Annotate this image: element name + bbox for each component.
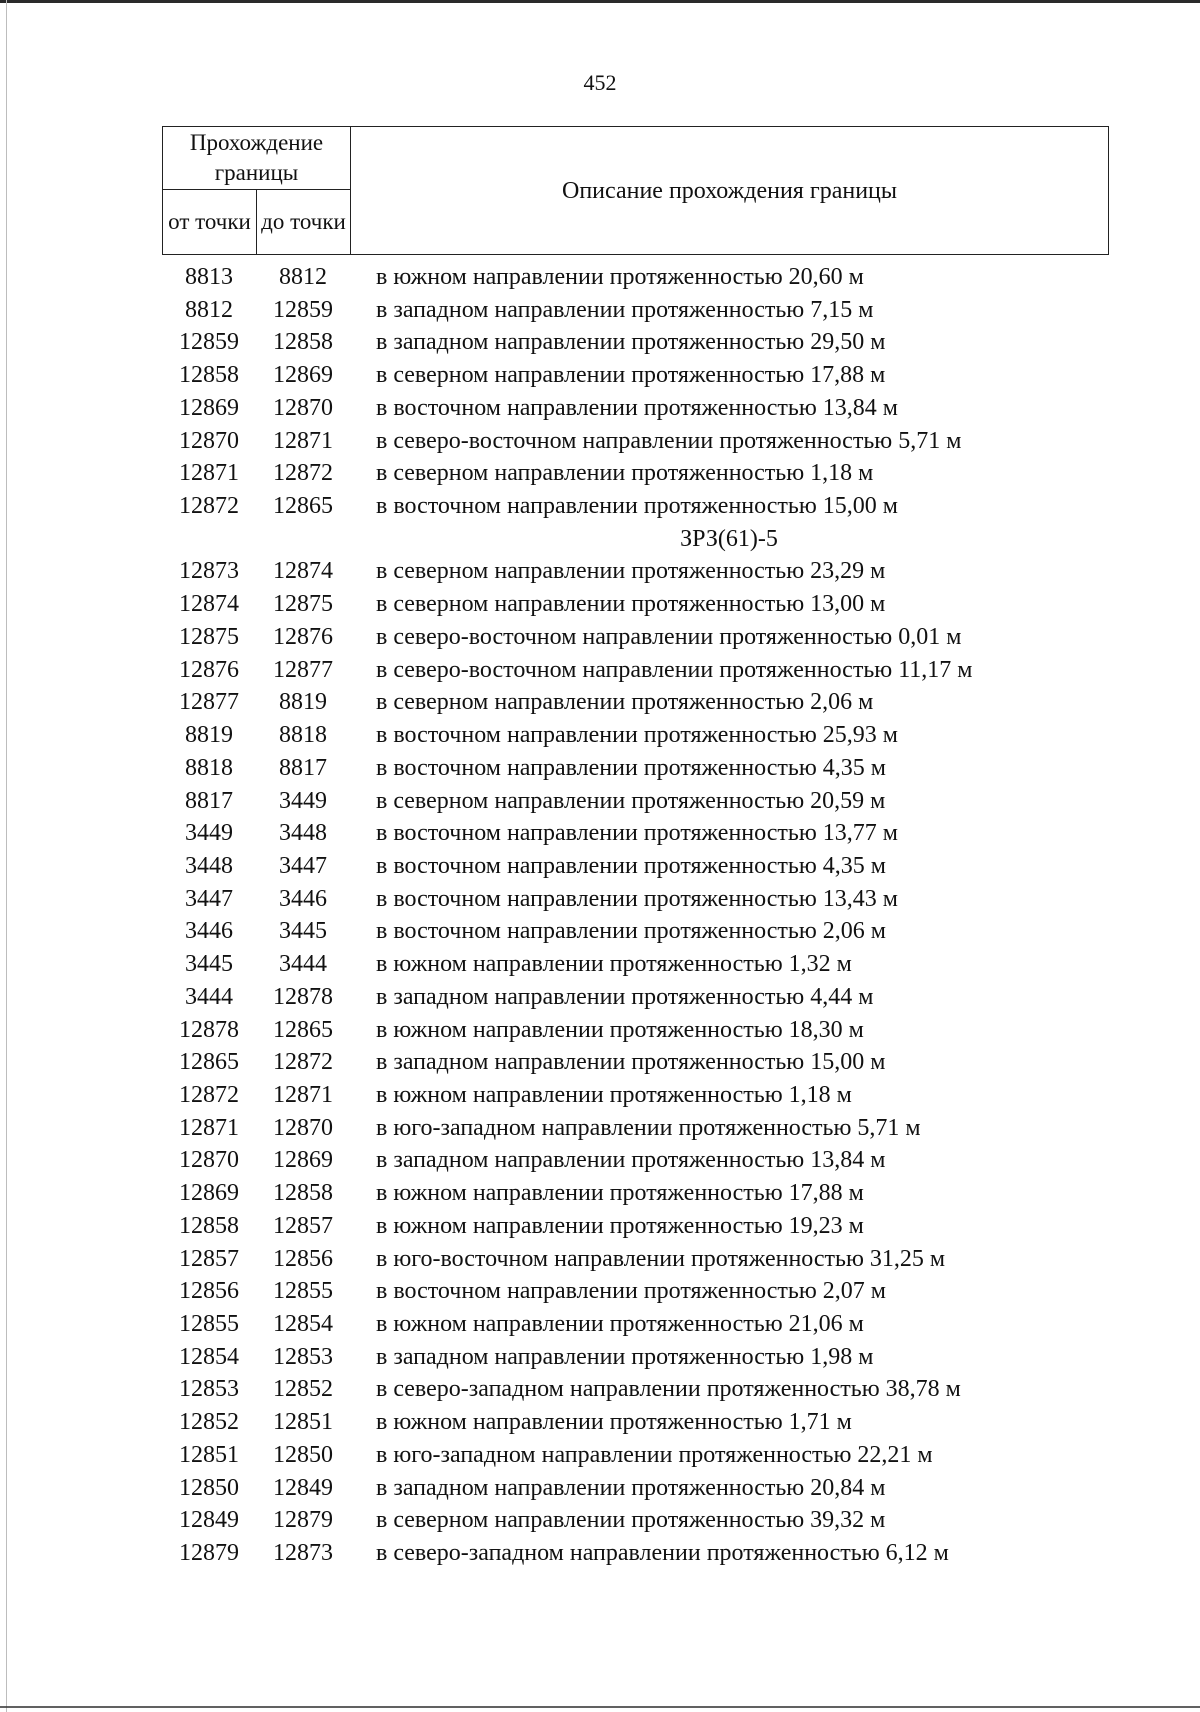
table-row [162,1406,1108,1439]
description-cell: в северном направлении протяженностью 39,32 м [376,1507,886,1534]
to-point-cell: 12856 [273,1245,333,1272]
table-row [162,1308,1108,1341]
header-to-point: до точки [257,190,351,255]
from-point-cell: 12856 [179,1278,239,1305]
to-point-cell: 12865 [273,1016,333,1043]
from-point-cell: 12876 [179,656,239,683]
from-point-cell: 12875 [179,623,239,650]
table-row [162,883,1108,916]
table-row [162,654,1108,687]
from-point-cell: 12851 [179,1441,239,1468]
from-point-cell: 12871 [179,460,239,487]
from-point-cell: 12865 [179,1049,239,1076]
description-cell: в северном направлении протяженностью 1,18 м [376,460,874,487]
description-cell: в южном направлении протяженностью 20,60 м [376,264,864,290]
to-point-cell: 12859 [273,296,333,323]
description-cell: в северном направлении протяженностью 13,00 м [376,591,886,618]
to-point-cell: 12857 [273,1212,333,1239]
to-point-cell: 8819 [279,689,327,716]
from-point-cell: 12849 [179,1507,239,1534]
table-row [162,326,1108,359]
from-point-cell: 12872 [179,493,239,520]
description-cell: в северном направлении протяженностью 17,88 м [376,362,886,389]
to-point-cell: 12878 [273,983,333,1010]
table-row [162,1439,1108,1472]
table-row [162,1537,1108,1570]
from-point-cell: 12850 [179,1474,239,1501]
to-point-cell: 8817 [279,754,327,781]
from-point-cell: 12854 [179,1343,239,1370]
from-point-cell: 12872 [179,1081,239,1108]
table-row [162,752,1108,785]
to-point-cell: 3445 [279,918,327,945]
description-cell: в западном направлении протяженностью 15,00 м [376,1049,886,1076]
table-row [162,1112,1108,1145]
from-point-cell: 8817 [185,787,233,814]
table-row [162,359,1108,392]
to-point-cell: 12869 [273,362,333,389]
table-row [162,686,1108,719]
from-point-cell: 12859 [179,329,239,356]
table-row [162,948,1108,981]
from-point-cell: 8813 [185,264,233,290]
from-point-cell: 12855 [179,1311,239,1337]
to-point-cell: 3444 [279,951,327,978]
to-point-cell: 12854 [273,1311,333,1337]
scan-top-edge [0,0,1200,3]
scan-bottom-edge [0,1706,1200,1708]
from-point-cell: 8812 [185,296,233,323]
description-cell: в восточном направлении протяженностью 4,35 м [376,754,886,781]
table-row [162,915,1108,948]
to-point-cell: 12871 [273,427,333,454]
to-point-cell: 12851 [273,1409,333,1436]
table-row [162,1275,1108,1308]
to-point-cell: 12870 [273,394,333,421]
table-row [162,425,1108,458]
to-point-cell: 12879 [273,1507,333,1534]
to-point-cell: 8812 [279,264,327,290]
to-point-cell: 12849 [273,1474,333,1501]
from-point-cell: 12857 [179,1245,239,1272]
from-point-cell: 12878 [179,1016,239,1043]
to-point-cell: 12855 [273,1278,333,1305]
from-point-cell: 12853 [179,1376,239,1403]
description-cell: в южном направлении протяженностью 1,18 м [376,1081,852,1108]
table-row [162,785,1108,818]
header-description: Описание прохождения границы [351,127,1109,255]
table-row [162,981,1108,1014]
from-point-cell: 12852 [179,1409,239,1436]
table-row [162,490,1108,523]
to-point-cell: 12877 [273,656,333,683]
table-row [162,555,1108,588]
description-cell: в южном направлении протяженностью 19,23 м [376,1212,864,1239]
table-row [162,1014,1108,1047]
table-row [162,1046,1108,1079]
boundary-rows [162,261,1108,1570]
from-point-cell: 12858 [179,1212,239,1239]
from-point-cell: 3445 [185,951,233,978]
to-point-cell: 12872 [273,460,333,487]
description-cell: в восточном направлении протяженностью 13,77 м [376,820,898,847]
to-point-cell: 12876 [273,623,333,650]
from-point-cell: 12877 [179,689,239,716]
description-cell: в восточном направлении протяженностью 4,35 м [376,852,886,879]
description-cell: в северном направлении протяженностью 20,59 м [376,787,886,814]
description-cell: в северном направлении протяженностью 2,06 м [376,689,874,716]
description-cell: в северо-восточном направлении протяженностью 11,17 м [376,656,973,683]
to-point-cell: 12875 [273,591,333,618]
table-row [162,1079,1108,1112]
table-row [162,1504,1108,1537]
description-cell: в западном направлении протяженностью 1,98 м [376,1343,874,1370]
description-cell: в северо-западном направлении протяженностью 38,78 м [376,1376,961,1403]
boundary-table-header [162,126,1109,255]
to-point-cell: 3446 [279,885,327,912]
table-row [162,261,1108,294]
to-point-cell: 3449 [279,787,327,814]
from-point-cell: 3448 [185,852,233,879]
description-cell: в юго-восточном направлении протяженностью 31,25 м [376,1245,946,1272]
to-point-cell: 12852 [273,1376,333,1403]
description-cell: в западном направлении протяженностью 13,84 м [376,1147,886,1174]
from-point-cell: 12873 [179,558,239,585]
to-point-cell: 12873 [273,1540,333,1567]
from-point-cell: 3447 [185,885,233,912]
description-cell: в восточном направлении протяженностью 15,00 м [376,493,898,520]
scan-left-edge [6,0,7,1712]
to-point-cell: 8818 [279,722,327,749]
header-boundary-passage: Прохождение границы [163,127,351,190]
from-point-cell: 12870 [179,1147,239,1174]
page-number: 452 [583,70,617,95]
description-cell: в южном направлении протяженностью 1,71 м [376,1409,852,1436]
from-point-cell: 12869 [179,1180,239,1207]
to-point-cell: 12850 [273,1441,333,1468]
from-point-cell: 8819 [185,722,233,749]
header-from-point: от точки [163,190,257,255]
to-point-cell: 3448 [279,820,327,847]
description-cell: в восточном направлении протяженностью 25,93 м [376,722,898,749]
from-point-cell: 3446 [185,918,233,945]
description-cell: в юго-западном направлении протяженностью 5,71 м [376,1114,921,1141]
description-cell: в северном направлении протяженностью 23,29 м [376,558,886,585]
table-row [162,719,1108,752]
section-title: ЗРЗ(61)-5 [680,525,778,552]
table-row [162,1243,1108,1276]
section-heading-row [162,523,1108,556]
from-point-cell: 12871 [179,1114,239,1141]
description-cell: в западном направлении протяженностью 7,15 м [376,296,874,323]
table-row [162,392,1108,425]
description-cell: в восточном направлении протяженностью 2,07 м [376,1278,886,1305]
from-point-cell: 8818 [185,754,233,781]
description-cell: в северо-восточном направлении протяженностью 0,01 м [376,623,962,650]
from-point-cell: 12858 [179,362,239,389]
from-point-cell: 12870 [179,427,239,454]
description-cell: в западном направлении протяженностью 29,50 м [376,329,886,356]
table-row [162,1472,1108,1505]
table-row [162,817,1108,850]
description-cell: в южном направлении протяженностью 1,32 м [376,951,852,978]
description-cell: в северо-восточном направлении протяженностью 5,71 м [376,427,962,454]
table-row [162,1177,1108,1210]
description-cell: в южном направлении протяженностью 17,88 м [376,1180,864,1207]
table-row [162,1210,1108,1243]
to-point-cell: 12871 [273,1081,333,1108]
from-point-cell: 12869 [179,394,239,421]
description-cell: в юго-западном направлении протяженностью 22,21 м [376,1441,933,1468]
table-row [162,850,1108,883]
to-point-cell: 3447 [279,852,327,879]
to-point-cell: 12870 [273,1114,333,1141]
table-row [162,621,1108,654]
from-point-cell: 12874 [179,591,239,618]
to-point-cell: 12872 [273,1049,333,1076]
to-point-cell: 12874 [273,558,333,585]
description-cell: в южном направлении протяженностью 18,30 м [376,1016,864,1043]
from-point-cell: 12879 [179,1540,239,1567]
table-row [162,294,1108,327]
description-cell: в восточном направлении протяженностью 13,84 м [376,394,898,421]
description-cell: в северо-западном направлении протяженностью 6,12 м [376,1540,949,1567]
from-point-cell: 3449 [185,820,233,847]
description-cell: в восточном направлении протяженностью 13,43 м [376,885,898,912]
table-row [162,1144,1108,1177]
description-cell: в южном направлении протяженностью 21,06 м [376,1311,864,1337]
table-row [162,457,1108,490]
table-row [162,588,1108,621]
from-point-cell: 3444 [185,983,233,1010]
to-point-cell: 12853 [273,1343,333,1370]
description-cell: в западном направлении протяженностью 20,84 м [376,1474,886,1501]
description-cell: в восточном направлении протяженностью 2,06 м [376,918,886,945]
description-cell: в западном направлении протяженностью 4,44 м [376,983,874,1010]
to-point-cell: 12865 [273,493,333,520]
table-row [162,1373,1108,1406]
table-row [162,1341,1108,1374]
to-point-cell: 12858 [273,1180,333,1207]
to-point-cell: 12858 [273,329,333,356]
to-point-cell: 12869 [273,1147,333,1174]
